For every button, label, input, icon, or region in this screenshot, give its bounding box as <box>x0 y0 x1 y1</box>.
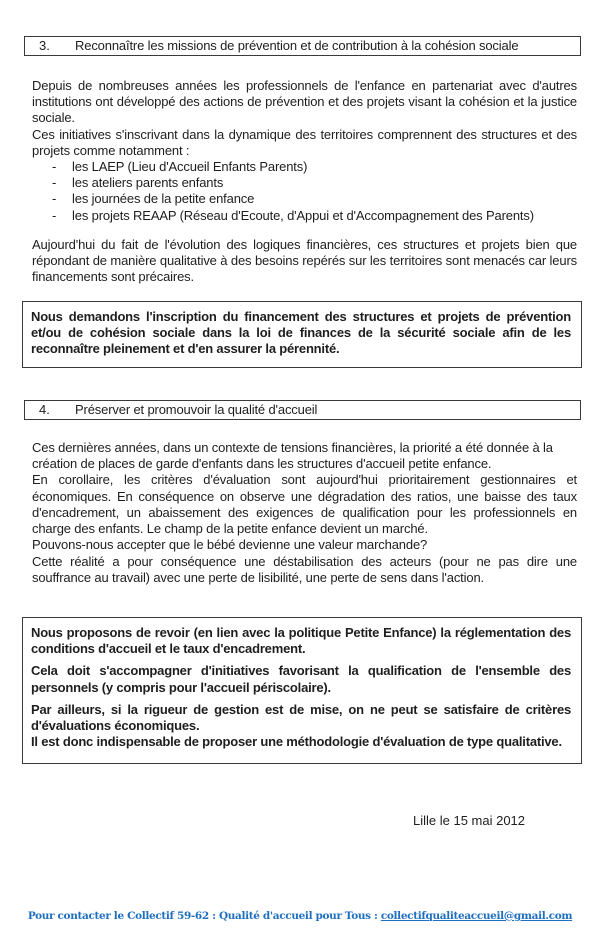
section-3-number: 3. <box>39 38 50 53</box>
section-4-title: Préserver et promouvoir la qualité d'accueil <box>75 402 318 417</box>
proposal-text-4: Il est donc indispensable de proposer une méthodologie d'évaluation de type qualitative. <box>31 734 562 750</box>
list-item: - les LAEP (Lieu d'Accueil Enfants Parents) <box>52 159 308 175</box>
footer-email-link[interactable]: collectifqualiteaccueil@gmail.com <box>380 910 573 922</box>
section-4-proposal-box <box>22 617 582 764</box>
list-item: - les ateliers parents enfants <box>52 175 224 191</box>
section-4-body <box>32 440 577 553</box>
section-3-heading <box>24 36 581 56</box>
section-3-title: Reconnaître les missions de prévention et de contribution à la cohésion sociale <box>75 38 519 53</box>
place-date: Lille le 15 mai 2012 <box>413 813 526 828</box>
section-4-paragraph-2: En corollaire, les critères d'évaluation sont aujourd'hui prioritairement gestionnaires et économiques. En conséquence on observe une dégradation des ratios, une baisse des taux d'encadrement, un abaissement des exigences de qualification pour les professionnels en charge des enfants. Le champ de la petite enfance devient un marché. <box>32 472 577 537</box>
section-4-paragraph-4: Cette réalité a pour conséquence une déstabilisation des acteurs (pour ne pas dire une souffrance au travail) avec une perte de lisibilité, une perte de sens dans l'action. <box>32 554 577 586</box>
section-3-request-box <box>22 301 582 368</box>
section-3-paragraph-1: Depuis de nombreuses années les professionnels de l'enfance en partenariat avec d'autres institutions ont développé des actions de prévention et des projets visant la cohésion et la justice sociale. <box>32 78 577 126</box>
list-item: - les projets REAAP (Réseau d'Ecoute, d'Appui et d'Accompagnement des Parents) <box>52 207 534 223</box>
section-4-paragraph-1: Ces dernières années, dans un contexte de tensions financières, la priorité a été donnée à la création de places de garde d'enfants dans les structures d'accueil petite enfance. <box>32 440 553 472</box>
section-3-bullet-list <box>32 159 577 224</box>
footer-contact <box>0 910 600 922</box>
proposal-text-1: Nous proposons de revoir (en lien avec la politique Petite Enfance) la réglementation des conditions d'accueil et le taux d'encadrement. <box>31 625 571 657</box>
list-item: - les journées de la petite enfance <box>52 191 255 207</box>
section-4-paragraph-3: Pouvons-nous accepter que le bébé devienne une valeur marchande? <box>32 537 428 553</box>
bullet-dash-icon: - <box>52 191 57 207</box>
section-3-paragraph-2: Ces initiatives s'inscrivant dans la dynamique des territoires comprennent des structures et des projets comme notamment : <box>32 126 577 158</box>
section-4-number: 4. <box>39 402 50 417</box>
bullet-dash-icon: - <box>52 175 57 191</box>
footer-label: Pour contacter le Collectif 59-62 : Qualité d'accueil pour Tous : <box>27 910 381 922</box>
proposal-text-2: Cela doit s'accompagner d'initiatives favorisant la qualification de l'ensemble des personnels (y compris pour l'accueil périscolaire). <box>31 663 571 695</box>
bullet-dash-icon: - <box>52 207 57 223</box>
proposal-text-3: Par ailleurs, si la rigueur de gestion est de mise, on ne peut se satisfaire de critères d'évaluations économiques. <box>31 701 571 734</box>
request-text: Nous demandons l'inscription du financement des structures et projets de prévention et/ou de cohésion sociale dans la loi de finances de la sécurité sociale afin de les reconnaître pleinement et d'en assurer la pérennité. <box>31 309 571 357</box>
section-3-body <box>32 78 577 224</box>
bullet-dash-icon: - <box>52 159 57 175</box>
section-4-heading <box>24 400 581 420</box>
section-3-paragraph-3: Aujourd'hui du fait de l'évolution des logiques financières, ces structures et projets bien que répondant de manière qualitative à des besoins repérés sur les territoires sont menacés car leurs financements sont précaires. <box>32 237 577 285</box>
